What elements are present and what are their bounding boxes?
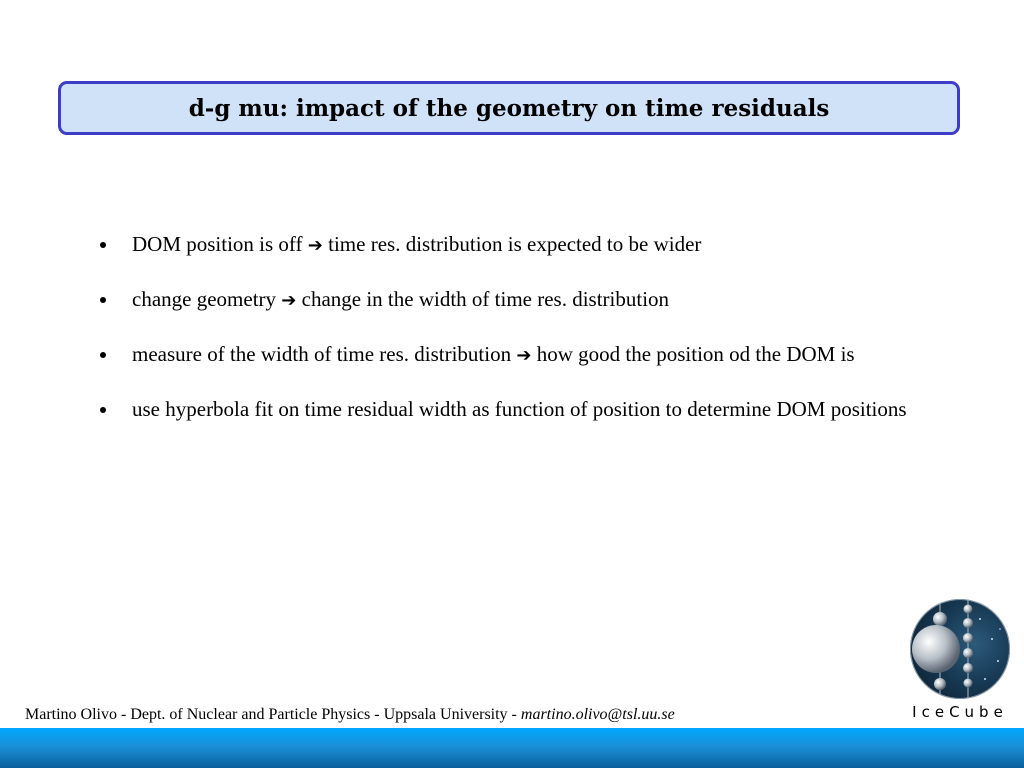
right-arrow-icon: ➔: [281, 290, 297, 311]
bullet-dot-icon: [100, 352, 106, 358]
bullet-text: DOM position is off: [132, 232, 308, 256]
icecube-logo-icon: [910, 599, 1010, 699]
bullet-dot-icon: [100, 297, 106, 303]
bullet-text: measure of the width of time res. distribution: [132, 342, 517, 366]
title-box: [58, 81, 960, 135]
footer-author: Martino Olivo - Dept. of Nuclear and Particle Physics - Uppsala University -: [25, 706, 521, 723]
footer-credit: [25, 706, 675, 724]
bullet-text: change geometry: [132, 287, 282, 311]
slide-title: d-g mu: impact of the geometry on time residuals: [188, 94, 830, 122]
right-arrow-icon: ➔: [516, 345, 532, 366]
logo-text: IceCube: [912, 703, 1008, 721]
bullet-text: use hyperbola fit on time residual width as function of position to determine DOM positions: [132, 397, 907, 421]
bullet-item: [98, 392, 960, 427]
icecube-dom-string-icon: [910, 599, 1010, 699]
bullet-dot-icon: [100, 407, 106, 413]
icecube-logo: [908, 599, 1012, 725]
bullet-item: [98, 282, 960, 318]
bullet-item: [98, 227, 960, 263]
bullet-list: [98, 227, 960, 446]
right-arrow-icon: ➔: [307, 235, 323, 256]
footer-email: martino.olivo@tsl.uu.se: [520, 706, 675, 723]
bullet-item: [98, 337, 960, 373]
bottom-bar: [0, 728, 1024, 768]
bullet-dot-icon: [100, 242, 106, 248]
bullet-text: time res. distribution is expected to be wider: [322, 232, 702, 256]
bullet-text: change in the width of time res. distribution: [296, 287, 670, 311]
bullet-text: how good the position od the DOM is: [531, 342, 855, 366]
